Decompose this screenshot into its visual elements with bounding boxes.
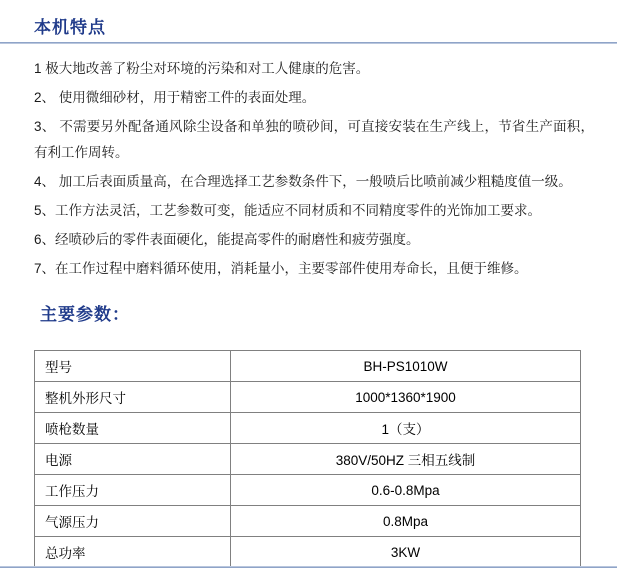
features-heading: 本机特点 xyxy=(34,18,106,37)
feature-item: 6、经喷砂后的零件表面硬化，能提高零件的耐磨性和疲劳强度。 xyxy=(34,232,420,247)
table-row xyxy=(35,475,581,506)
spec-label: 总功率 xyxy=(35,537,231,568)
table-row xyxy=(35,351,581,382)
page-divider-bottom-inner xyxy=(0,567,617,568)
spec-label: 电源 xyxy=(35,444,231,475)
spec-label: 工作压力 xyxy=(35,475,231,506)
spec-label: 型号 xyxy=(35,351,231,382)
feature-item: 7、在工作过程中磨料循环使用，消耗量小，主要零部件使用寿命长，且便于维修。 xyxy=(34,261,528,276)
spec-label: 整机外形尺寸 xyxy=(35,382,231,413)
specs-heading: 主要参数： xyxy=(40,305,130,324)
table-row xyxy=(35,444,581,475)
spec-value: 0.8Mpa xyxy=(231,506,581,537)
specifications-table xyxy=(34,350,581,568)
feature-item: 1 极大地改善了粉尘对环境的污染和对工人健康的危害。 xyxy=(34,61,370,76)
feature-item: 4、 加工后表面质量高，在合理选择工艺参数条件下，一般喷后比喷前减少粗糙度值一级。 xyxy=(34,174,572,189)
feature-item: 3、 不需要另外配备通风除尘设备和单独的喷砂间，可直接安装在生产线上，节省生产面积，有利工作周转。 xyxy=(34,119,594,160)
spec-label: 气源压力 xyxy=(35,506,231,537)
feature-item: 5、工作方法灵活，工艺参数可变，能适应不同材质和不同精度零件的光饰加工要求。 xyxy=(34,203,542,218)
heading-divider-top xyxy=(0,42,617,44)
heading-divider-top-inner xyxy=(0,42,617,43)
spec-value: 0.6-0.8Mpa xyxy=(231,475,581,506)
spec-label: 喷枪数量 xyxy=(35,413,231,444)
table-row xyxy=(35,413,581,444)
features-list xyxy=(34,56,594,285)
table-row xyxy=(35,537,581,568)
spec-value: 1（支） xyxy=(231,413,581,444)
feature-item: 2、 使用微细砂材，用于精密工件的表面处理。 xyxy=(34,90,316,105)
spec-value: 380V/50HZ 三相五线制 xyxy=(231,444,581,475)
table-row xyxy=(35,506,581,537)
table-row xyxy=(35,382,581,413)
page-divider-bottom xyxy=(0,566,617,568)
spec-value: 1000*1360*1900 xyxy=(231,382,581,413)
spec-value: BH-PS1010W xyxy=(231,351,581,382)
spec-value: 3KW xyxy=(231,537,581,568)
